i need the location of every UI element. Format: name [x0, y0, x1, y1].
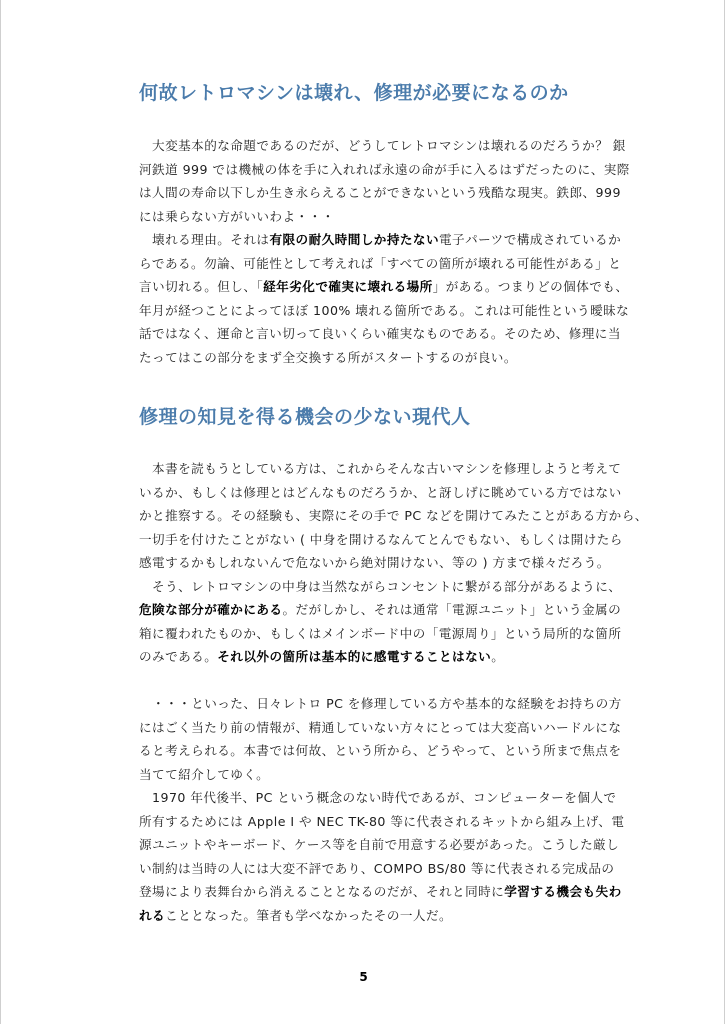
text-span: 」がある。つまりどの個体でも、 [432, 279, 629, 294]
text-line [139, 158, 630, 182]
text-line [139, 739, 622, 763]
text-span: 大変基本的な命題であるのだが、どうしてレトロマシンは壊れるのだろうか？ 銀 [139, 138, 626, 153]
text-line [139, 551, 614, 575]
text-line [139, 504, 648, 528]
text-span: そう、レトロマシンの中身は当然ながらコンセントに繋がる部分があるように、 [139, 578, 622, 594]
text-line [139, 346, 614, 370]
text-line [139, 880, 622, 904]
text-line [139, 528, 623, 552]
text-span: かと推察する。その経験も、実際にその手で PC などを開けてみたことがある方から、 [139, 508, 648, 523]
text-line [139, 857, 614, 881]
emphasized-text: れる [139, 907, 166, 923]
text-line [139, 134, 626, 158]
section-heading-modern-knowledge: 修理の知見を得る機会の少ない現代人 [139, 406, 471, 428]
text-span: たってはこの部分をまず全交換する所がスタートするのが良い。 [139, 349, 517, 365]
text-span: い制約は当時の人には大変不評であり、COMPO BS/80 等に代表される完成品の [139, 860, 615, 876]
text-span: いるか、もしくは修理とはどんなものだろうか、と訝しげに眺めている方ではない [139, 484, 622, 500]
text-span: 本書を読もうとしている方は、これからそんな古いマシンを修理しようと考えて [139, 461, 622, 476]
section-body-modern-knowledge [139, 457, 648, 927]
text-span: 源ユニットやキーボード、ケース等を自前で用意する必要があった。こうした厳し [139, 837, 620, 852]
text-span: にはごく当たり前の情報が、精通していない方々にとっては大変高いハードルにな [139, 719, 622, 735]
emphasized-text: 経年劣化で確実に壊れる場所 [263, 279, 433, 294]
emphasized-text: 危険な部分が確かにある [139, 602, 283, 617]
emphasized-text: 学習する機会も失わ [504, 884, 622, 899]
text-line [139, 181, 621, 205]
text-span: には乗らない方がいいわよ・・・ [139, 208, 335, 224]
text-span: 当てて紹介してゆく。 [139, 766, 270, 782]
section-heading-why-repair: 何故レトロマシンは壊れ、修理が必要になるのか [139, 82, 569, 104]
text-line [139, 833, 620, 857]
text-line [139, 786, 617, 810]
text-span: 年月が経つことによってほぼ 100% 壊れる箇所である。これは可能性という曖昧な [139, 302, 630, 318]
text-line [139, 763, 614, 787]
text-line [139, 322, 621, 346]
section-body-why-repair [139, 134, 630, 369]
text-span: 所有するためには Apple I や NEC TK-80 等に代表されるキットから組み上げ、電 [139, 813, 625, 829]
text-line [139, 299, 630, 323]
text-line [139, 457, 622, 481]
text-span: 一切手を付けたことがない ( 中身を開けるなんてとんでもない、もしくは開けたら [139, 531, 623, 547]
text-span: 電子パーツで構成されているか [439, 232, 622, 247]
paragraph-gap [139, 669, 614, 693]
text-span: 。 [491, 649, 505, 664]
text-span: は人間の寿命以下しか生き永らえることができないという残酷な現実。鉄郎、999 [139, 185, 621, 200]
text-span: 言い切れる。但し、「 [139, 279, 264, 294]
text-span: ると考えられる。本書では何故、という所から、どうやって、という所まで焦点を [139, 743, 622, 758]
text-span: のみである。 [139, 649, 218, 664]
emphasized-text: それ以外の箇所は基本的に感電することはない [217, 649, 492, 664]
text-line [139, 904, 614, 928]
text-span: 河鉄道 999 では機械の体を手に入れれば永遠の命が手に入るはずだったのに、実際 [139, 161, 630, 177]
text-line [139, 622, 622, 646]
text-span: 箱に覆われたものか、もしくはメインボード中の「電源周り」という局所的な箇所 [139, 625, 622, 641]
text-line [139, 275, 629, 299]
text-line [139, 205, 614, 229]
text-line [139, 692, 622, 716]
text-line [139, 481, 622, 505]
text-span: こととなった。筆者も学べなかったその一人だ。 [165, 907, 453, 923]
text-span: 登場により表舞台から消えることとなるのだが、それと同時に [139, 884, 505, 899]
text-line [139, 228, 622, 252]
text-line [139, 598, 622, 622]
page-number: 5 [359, 970, 368, 984]
text-line [139, 810, 625, 834]
text-span: 。だがしかし、それは通常「電源ユニット」という金属の [282, 602, 622, 617]
text-span: らである。勿論、可能性として考えれば「すべての箇所が壊れる可能性がある」と [139, 255, 622, 271]
text-line [139, 645, 614, 669]
text-span: 話ではなく、運命と言い切って良いくらい確実なものである。そのため、修理に当 [139, 326, 621, 341]
emphasized-text: 有限の耐久時間しか持たない [269, 232, 440, 247]
text-span: 壊れる理由。それは [139, 232, 270, 247]
text-line [139, 716, 622, 740]
text-span: 1970 年代後半、PC という概念のない時代であるが、コンピューターを個人で [139, 790, 617, 805]
text-line [139, 575, 622, 599]
text-span: 感電するかもしれないんで危ないから絶対開けない、等の ) 方まで様々だろう。 [139, 555, 610, 570]
text-line [139, 252, 622, 276]
text-span: ・・・といった、日々レトロ PC を修理している方や基本的な経験をお持ちの方 [139, 696, 622, 711]
